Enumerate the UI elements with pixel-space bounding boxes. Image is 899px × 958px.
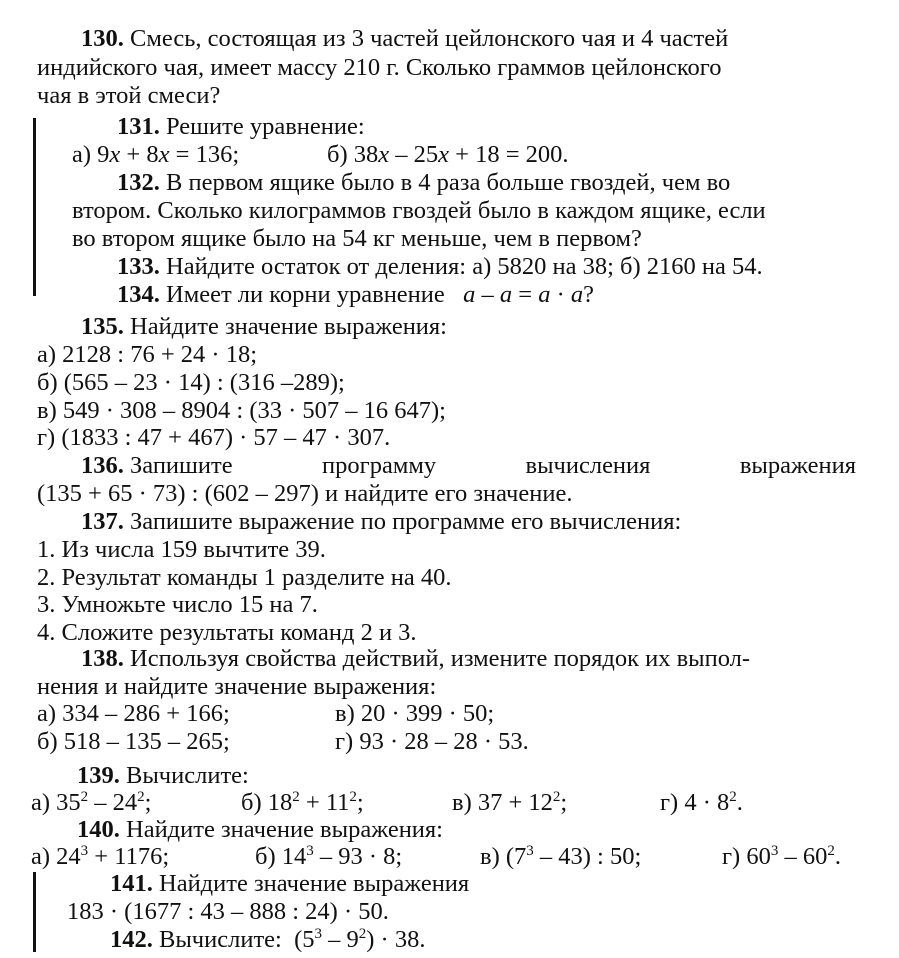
- list-item: а) 2128 : 76 + 24 · 18;: [37, 341, 257, 368]
- problem-138-line-1: 138. Используя свойства действий, измените порядок их выпол-: [81, 645, 751, 672]
- problem-139-d: г) $4 \cdot 8^2$.: [660, 789, 743, 816]
- problem-132-line-3: во втором ящике было на 54 кг меньше, чем в первом?: [72, 225, 642, 252]
- problem-138-line-2: нения и найдите значение выражения:: [37, 673, 437, 700]
- problem-text: Смесь, состоящая из 3 частей цейлонского чая и 4 частей: [130, 25, 729, 52]
- list-item: б) 518 – 135 – 265;: [37, 728, 230, 755]
- list-item: а) 334 – 286 + 166;: [37, 700, 230, 727]
- problem-130-line-2: индийского чая, имеет массу 210 г. Сколько граммов цейлонского: [37, 54, 722, 81]
- list-item: г) (1833 : 47 + 467) · 57 – 47 · 307.: [37, 424, 391, 451]
- problem-133: 133. Найдите остаток от деления: а) 5820 на 38; б) 2160 на 54.: [117, 253, 763, 280]
- problem-139-b: б) $18^2 + 11^2$;: [241, 789, 364, 816]
- problem-136-line-1: 136. Запишите программу вычисления выражения: [81, 452, 856, 479]
- list-item: в) 20 · 399 · 50;: [335, 700, 495, 727]
- problem-140-title: 140. Найдите значение выражения:: [77, 816, 443, 843]
- problem-131-equation-a: а) 9x + 8x = 136;: [72, 141, 240, 168]
- problem-141-title: 141. Найдите значение выражения: [110, 870, 470, 897]
- list-item: 2. Результат команды 1 разделите на 40.: [37, 564, 452, 591]
- list-item: 3. Умножьте число 15 на 7.: [37, 591, 318, 618]
- problem-140-a: а) $24^3 + 1176$;: [31, 843, 170, 870]
- problem-131-title: [117, 113, 365, 141]
- problem-number: 139.: [77, 762, 120, 789]
- problem-142: 142. Вычислите: $(5^3 - 9^2) \cdot 38$.: [110, 926, 426, 953]
- list-item: б) (565 – 23 · 14) : (316 –289);: [37, 369, 345, 396]
- problem-139-c: в) $37 + 12^2$;: [452, 789, 568, 816]
- problem-text: Решите уравнение:: [166, 113, 365, 140]
- margin-bar-2: [33, 872, 36, 952]
- problem-number: 135.: [81, 313, 124, 340]
- problem-137-title: 137. Запишите выражение по программе его вычисления:: [81, 508, 682, 535]
- problem-140-b: б) $14^3 - 93 \cdot 8$;: [255, 843, 403, 870]
- problem-number: 131.: [117, 113, 160, 140]
- problem-number: 130.: [81, 25, 124, 52]
- problem-number: 132.: [117, 169, 160, 196]
- list-item: в) 549 · 308 – 8904 : (33 · 507 – 16 647);: [37, 397, 446, 424]
- problem-number: 136.: [81, 452, 124, 479]
- problem-number: 138.: [81, 645, 124, 672]
- problem-139-a: а) $35^2 - 24^2$;: [31, 789, 152, 816]
- list-item: 4. Сложите результаты команд 2 и 3.: [37, 619, 417, 646]
- problem-132-line-1: 132. В первом ящике было в 4 раза больше гвоздей, чем во: [117, 169, 731, 196]
- problem-number: 140.: [77, 816, 120, 843]
- problem-134: 134. Имеет ли корни уравнение a – a = a · a?: [117, 281, 595, 308]
- problem-130-line-3: чая в этой смеси?: [37, 82, 221, 109]
- problem-132-line-2: втором. Сколько килограммов гвоздей было в каждом ящике, если: [72, 197, 766, 224]
- problem-number: 141.: [110, 870, 153, 897]
- problem-140-d: г) $60^3 - 60^2$.: [722, 843, 841, 870]
- problem-number: 134.: [117, 281, 160, 308]
- problem-136-line-2: (135 + 65 · 73) : (602 – 297) и найдите его значение.: [37, 480, 573, 507]
- problem-139-title: 139. Вычислите:: [77, 762, 249, 789]
- problem-number: 137.: [81, 508, 124, 535]
- list-item: г) 93 · 28 – 28 · 53.: [335, 728, 529, 755]
- problem-135-title: 135. Найдите значение выражения:: [81, 313, 447, 340]
- problem-141-expr: 183 · (1677 : 43 – 888 : 24) · 50.: [67, 898, 389, 925]
- list-item: 1. Из числа 159 вычтите 39.: [37, 536, 326, 563]
- problem-number: 142.: [110, 926, 153, 953]
- problem-140-c: в) $(7^3 - 43)$ : 50;: [480, 843, 642, 870]
- problem-130-line-1: [81, 25, 728, 53]
- margin-bar-1: [33, 118, 36, 296]
- problem-131-equation-b: б) 38x – 25x + 18 = 200.: [327, 141, 569, 168]
- problem-number: 133.: [117, 253, 160, 280]
